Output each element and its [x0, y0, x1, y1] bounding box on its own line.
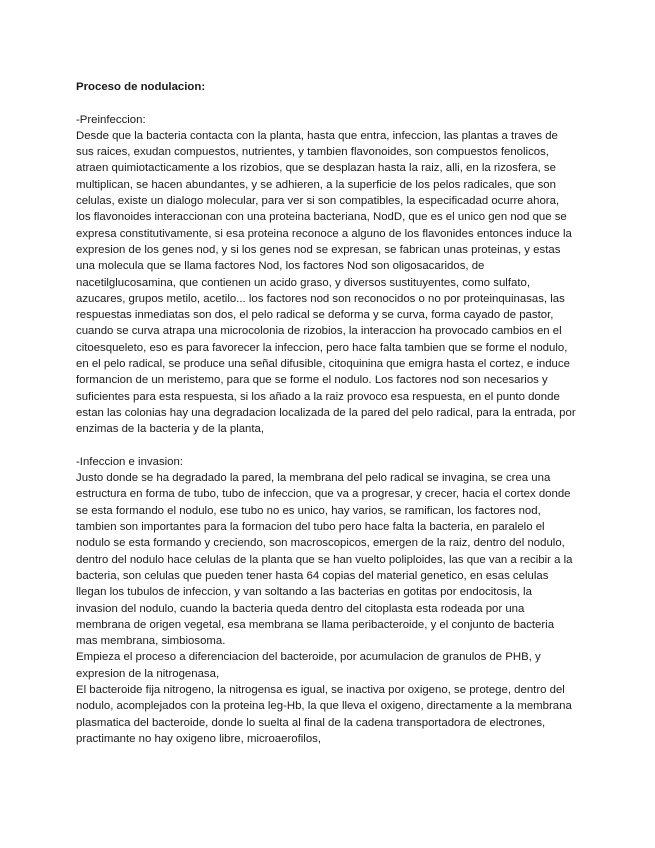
section-heading-preinfeccion: -Preinfeccion:	[76, 113, 146, 126]
blank-line	[76, 95, 576, 111]
paragraph-diferenciacion: Empieza el proceso a diferenciacion del bacteroide, por acumulacion de granulos de PHB, y expresion de la nitrogenasa,	[76, 651, 541, 680]
blank-line	[76, 438, 576, 454]
paragraph-fijacion-nitrogeno: El bacteroide fija nitrogeno, la nitrogensa es igual, se inactiva por oxigeno, se protege, dentro del nodulo, acomplejados con la proteina leg-Hb, la que lleva el oxigeno, directamente a la membrana plasmatica del bacteroide, donde lo suelta al final de la cadena transportadora de electrones, practimante no hay oxigeno libre, microaerofilos,	[76, 683, 572, 745]
paragraph-infeccion-invasion: Justo donde se ha degradado la pared, la membrana del pelo radical se invagina, se crea una estructura en forma de tubo, tubo de infeccion, que va a progresar, y crecer, hacia el cortex donde se esta formando el nodulo, ese tubo no es unico, hay varios, se ramifican, los factores nod, tambien son importantes para la formacion del tubo pero hace falta la bacteria, en paralelo el nodulo se esta formando y creciendo, son macroscopicos, emergen de la raiz, dentro del nodulo, dentro del nodulo hace celulas de la planta que se han vuelto poliploides, las que van a recibir a la bacteria, son celulas que pueden tener hasta 64 copias del material genetico, en esas celulas llegan los tubulos de infeccion, y van soltando a las bacterias en gotitas por endocitosis, la invasion del nodulo, cuando la bacteria queda dentro del citoplasta esta rodeada por una membrana de origen vegetal, esa membrana se llama peribacteroide, y el conjunto de bacteria mas membrana, simbiosoma.	[76, 472, 573, 648]
section-heading-infeccion: -Infeccion e invasion:	[76, 455, 184, 468]
document-body	[76, 79, 576, 747]
paragraph-preinfeccion: Desde que la bacteria contacta con la planta, hasta que entra, infeccion, las plantas a traves de sus raices, exudan compuestos, nutrientes, y tambien flavonoides, son compuestos fenolicos, atraen quimiotacticamente a los rizobios, que se desplazan hasta la raiz, alli, en la rizosfera, se multiplican, se hacen abundantes, y se adhieren, a la superficie de los pelos radicales, que son celulas, existe un dialogo molecular, para ver si son compatibles, la especificadad ocurre ahora, los flavonoides interaccionan con una proteina bacteriana, NodD, que es el unico gen nod que se expresa constitutivamente, si esa proteina reconoce a alguno de los flavonides entonces induce la expresion de los genes nod, y si los genes nod se expresan, se fabrican unas proteinas, y estas una molecula que se llama factores Nod, los factores Nod son oligosacaridos, de nacetilglucosamina, que contienen un acido graso, y diversos sustituyentes, como sulfato, azucares, grupos metilo, acetilo... los factores nod son reconocidos o no por proteinquinasas, las respuestas inmediatas son dos, el pelo radical se deforma y se curva, forma cayado de pastor, cuando se curva atrapa una microcolonia de rizobios, la interaccion ha provocado cambios en el citoesqueleto, eso es para favorecer la infeccion, pero hace falta tambien que se forme el nodulo, en el pelo radical, se produce una señal difusible, citoquinina que emigra hasta el cortez, e induce formancion de un meristemo, para que se forme el nodulo. Los factores nod son necesarios y suficientes para esta respuesta, si los añado a la raiz provoco esa respuesta, en el punto donde estan las colonias hay una degradacion localizada de la pared del pelo radical, para la entrada, por enzimas de la bacteria y de la planta,	[76, 129, 576, 436]
document-title: Proceso de nodulacion:	[76, 81, 206, 93]
